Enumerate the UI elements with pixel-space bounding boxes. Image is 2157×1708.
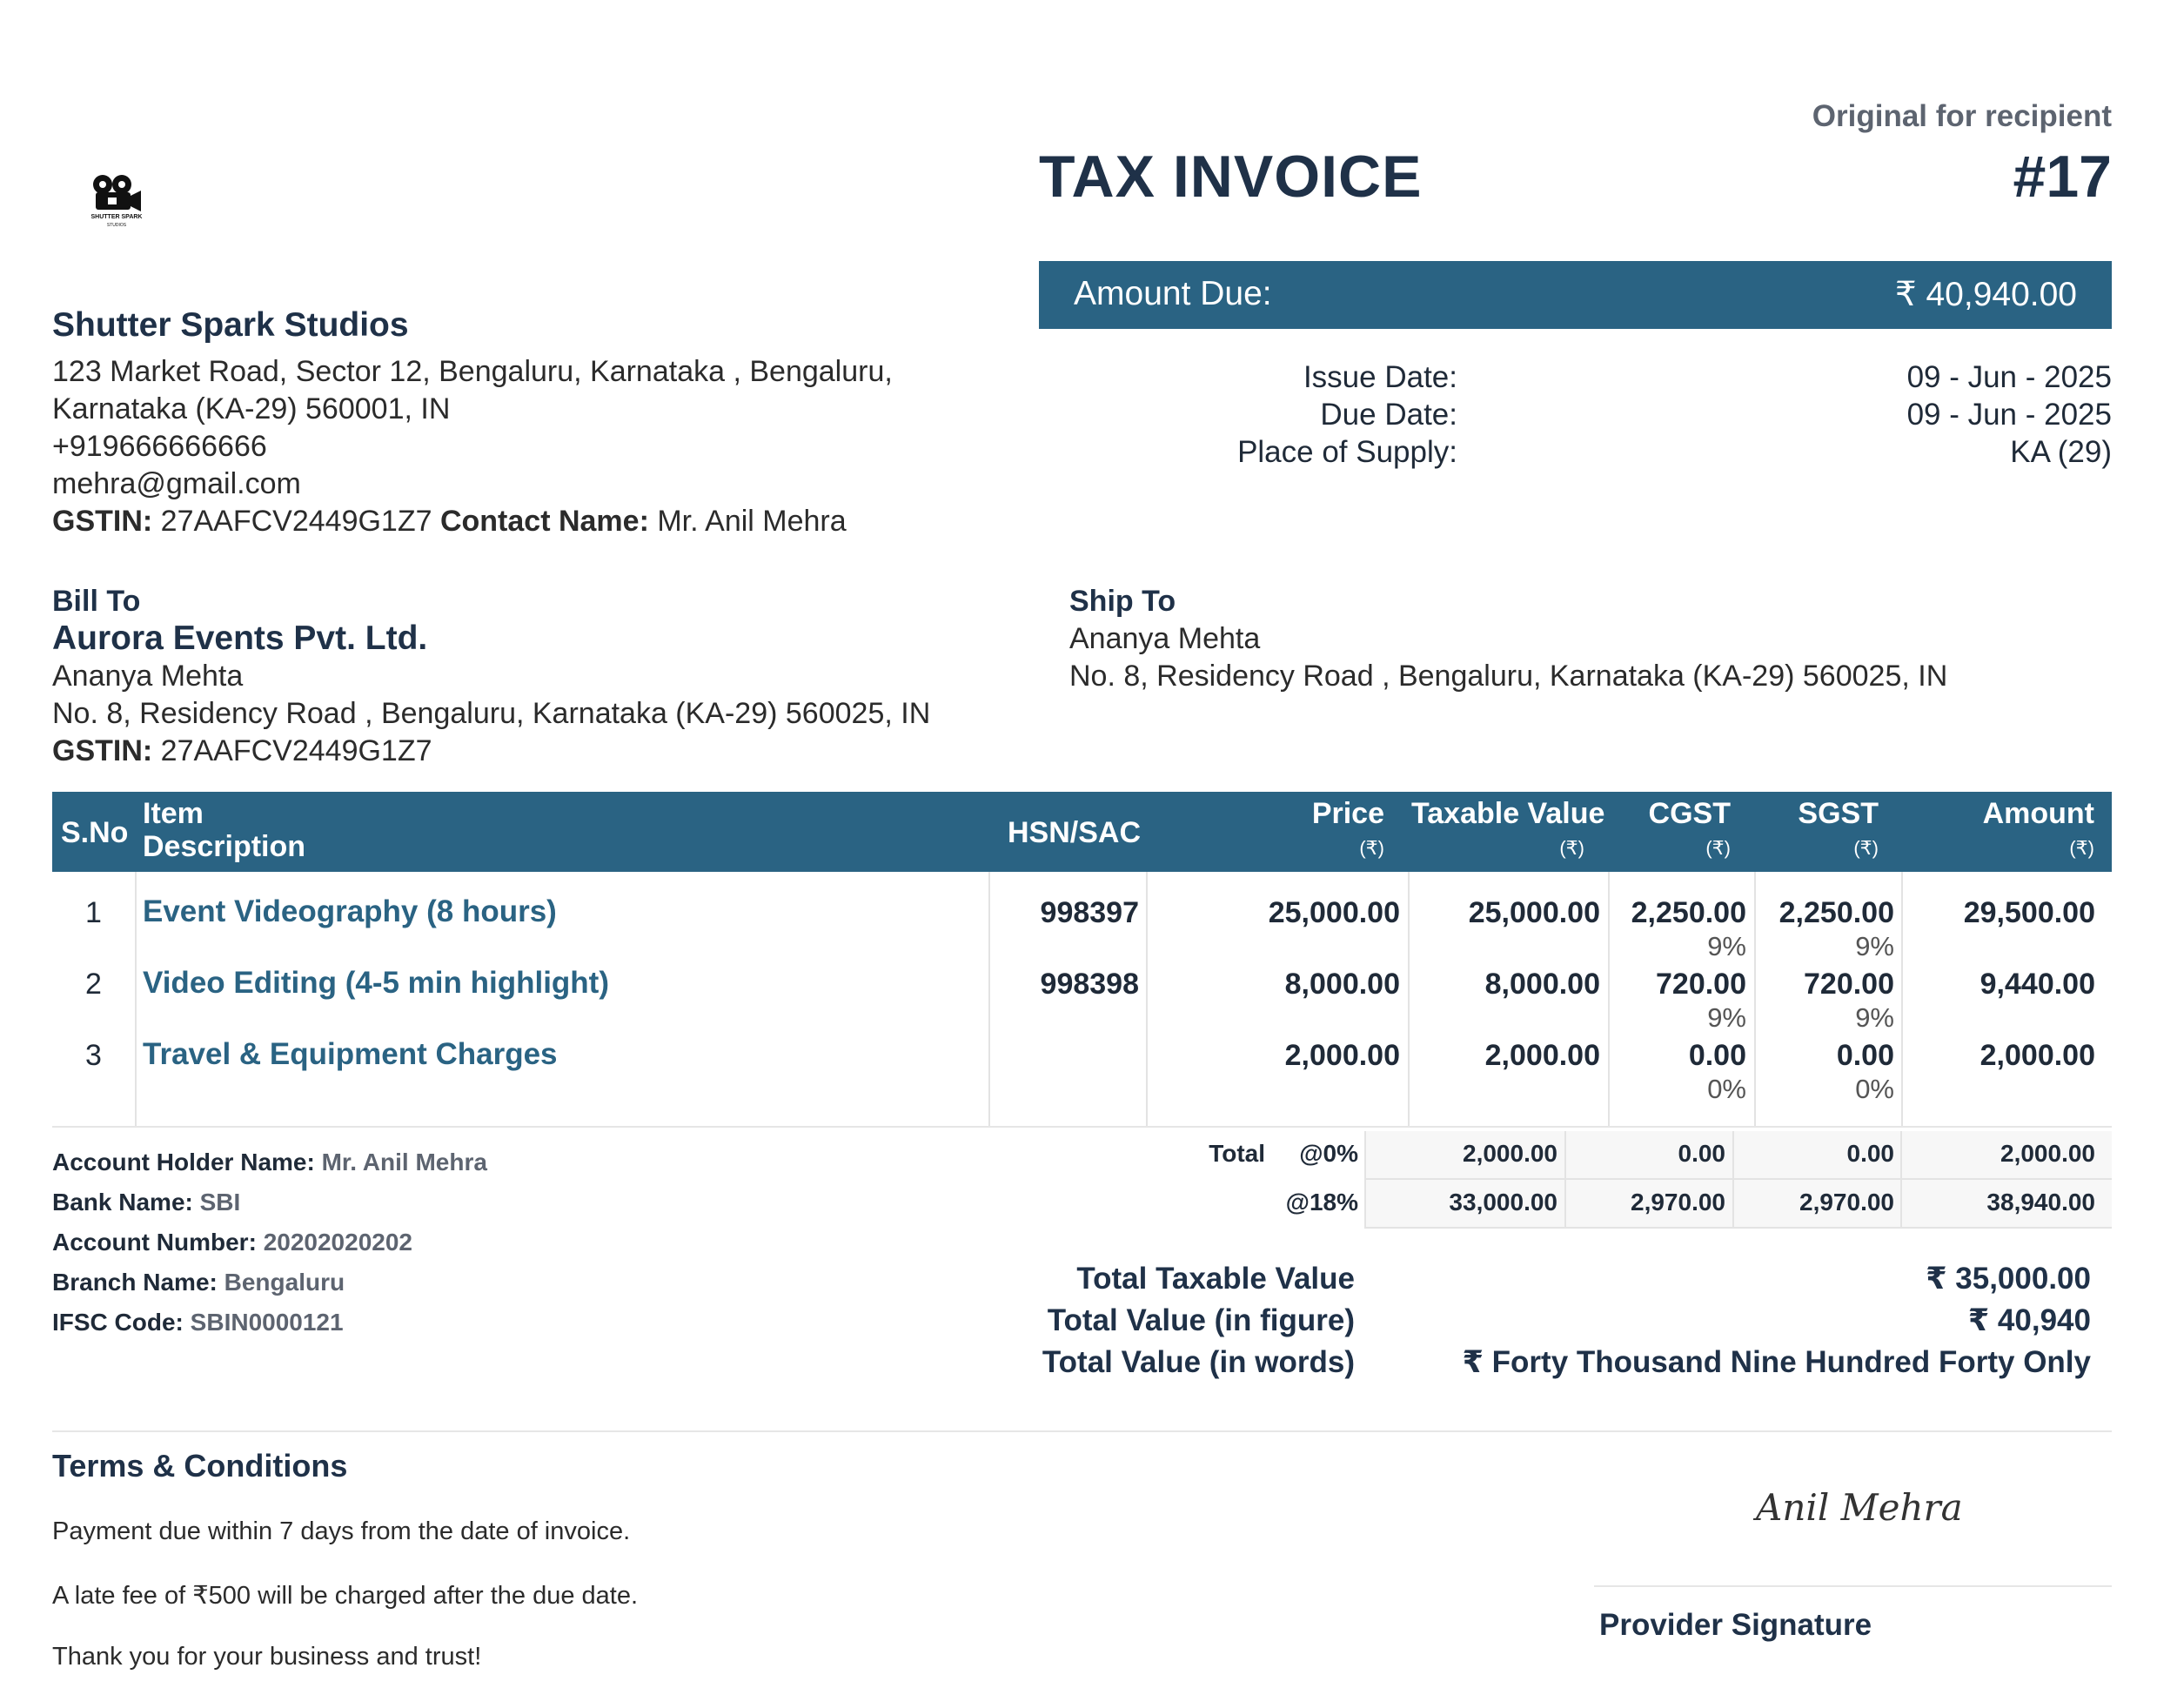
grid-divider [1564, 1131, 1566, 1229]
col-taxable: Taxable Value [1411, 797, 1604, 830]
ship-to-heading: Ship To [1069, 585, 1176, 618]
invoice-number: #17 [2013, 144, 2112, 210]
seller-email: mehra@gmail.com [52, 467, 301, 500]
bank-ifsc-label: IFSC Code: [52, 1309, 184, 1336]
col-sgst: SGST [1798, 797, 1879, 830]
row3-price: 2,000.00 [1284, 1039, 1400, 1072]
tax-summary-sgst-1: 2,970.00 [1799, 1189, 1894, 1216]
due-date-value: 09 - Jun - 2025 [1906, 398, 2112, 432]
tax-summary-total-label: Total [1209, 1140, 1265, 1167]
row1-taxable: 25,000.00 [1468, 896, 1600, 929]
section-divider [52, 1430, 2112, 1432]
place-of-supply-value: KA (29) [2010, 435, 2112, 469]
seller-gstin: 27AAFCV2449G1Z7 [160, 505, 432, 538]
bill-to-gstin-line [52, 734, 432, 768]
row3-taxable: 2,000.00 [1484, 1039, 1600, 1072]
col-description: Description [143, 830, 306, 863]
logo-subtext: STUDIOS [106, 223, 127, 228]
grid-bottom-rule [1364, 1227, 2112, 1229]
total-words-label: Total Value (in words) [1042, 1345, 1355, 1379]
col-divider [1608, 872, 1610, 1126]
bank-ifsc-value: SBIN0000121 [190, 1309, 344, 1336]
col-amount-unit: (₹) [2069, 837, 2094, 859]
place-of-supply-label: Place of Supply: [1237, 435, 1457, 469]
tax-summary-taxable-1: 33,000.00 [1449, 1189, 1557, 1216]
seller-contact-label: Contact Name: [439, 505, 649, 538]
col-taxable-unit: (₹) [1559, 837, 1584, 859]
signature-image: Anil Mehra [1756, 1486, 1963, 1529]
row2-sno: 2 [85, 968, 102, 1001]
bank-account-value: 20202020202 [263, 1229, 412, 1256]
row1-cgst-rate: 9% [1707, 931, 1746, 961]
row1-hsn: 998397 [1040, 896, 1139, 929]
issue-date-value: 09 - Jun - 2025 [1906, 360, 2112, 394]
total-words-value: ₹ Forty Thousand Nine Hundred Forty Only [1462, 1345, 2091, 1379]
tax-summary-rate-1: @18% [1285, 1189, 1358, 1216]
signature-line [1594, 1585, 2112, 1587]
tax-summary-taxable-0: 2,000.00 [1463, 1140, 1557, 1167]
col-cgst: CGST [1648, 797, 1731, 830]
col-price: Price [1311, 797, 1384, 830]
row3-item[interactable]: Travel & Equipment Charges [143, 1037, 558, 1071]
camera-logo-icon [84, 171, 150, 230]
row3-sgst-rate: 0% [1855, 1074, 1894, 1104]
tax-summary-sgst-0: 0.00 [1846, 1140, 1894, 1167]
total-taxable-label: Total Taxable Value [1076, 1262, 1355, 1296]
amount-due-value: ₹ 40,940.00 [1894, 276, 2077, 313]
row3-sno: 3 [85, 1039, 102, 1072]
grid-divider [1900, 1131, 1902, 1229]
col-divider [1754, 872, 1756, 1126]
row2-price: 8,000.00 [1284, 968, 1400, 1001]
col-sno: S.No [61, 816, 129, 849]
col-hsn: HSN/SAC [1008, 816, 1142, 849]
row2-taxable: 8,000.00 [1484, 968, 1600, 1001]
bank-branch-line [52, 1269, 345, 1296]
row2-sgst: 720.00 [1804, 968, 1894, 1001]
col-divider [988, 872, 990, 1126]
seller-gstin-line [52, 505, 847, 539]
grid-divider [1364, 1131, 1366, 1229]
total-taxable-value: ₹ 35,000.00 [1926, 1262, 2091, 1296]
bill-to-person: Ananya Mehta [52, 660, 244, 693]
total-figure-value: ₹ 40,940 [1967, 1303, 2091, 1337]
row2-cgst-rate: 9% [1707, 1002, 1746, 1033]
term-line-2: A late fee of ₹500 will be charged after the due date. [52, 1582, 639, 1610]
amount-due-bar [1039, 261, 2112, 329]
tax-summary-amount-0: 2,000.00 [2000, 1140, 2095, 1167]
row1-item[interactable]: Event Videography (8 hours) [143, 894, 557, 928]
bank-account-line [52, 1229, 412, 1256]
terms-heading: Terms & Conditions [52, 1448, 348, 1484]
bank-branch-value: Bengaluru [224, 1269, 345, 1296]
seller-phone: +919666666666 [52, 430, 267, 463]
row3-cgst: 0.00 [1688, 1039, 1746, 1072]
row3-sgst: 0.00 [1836, 1039, 1894, 1072]
col-item: Item [143, 797, 204, 830]
document-title: TAX INVOICE [1039, 144, 1423, 210]
due-date-label: Due Date: [1320, 398, 1457, 432]
tax-summary-cgst-1: 2,970.00 [1631, 1189, 1725, 1216]
row1-sgst-rate: 9% [1855, 931, 1894, 961]
row1-sno: 1 [85, 896, 102, 929]
term-line-3: Thank you for your business and trust! [52, 1643, 482, 1671]
tax-summary-cgst-0: 0.00 [1678, 1140, 1725, 1167]
term-line-1: Payment due within 7 days from the date of invoice. [52, 1517, 631, 1545]
col-cgst-unit: (₹) [1705, 837, 1731, 859]
row2-item[interactable]: Video Editing (4-5 min highlight) [143, 966, 609, 1000]
bill-to-gstin: 27AAFCV2449G1Z7 [160, 734, 432, 767]
bank-name-line [52, 1189, 240, 1216]
bank-name-value: SBI [199, 1189, 241, 1216]
grid-row-divider [1364, 1178, 2112, 1180]
issue-date-label: Issue Date: [1303, 360, 1457, 394]
tax-summary-amount-1: 38,940.00 [1986, 1189, 2095, 1216]
row2-cgst: 720.00 [1656, 968, 1746, 1001]
seller-name: Shutter Spark Studios [52, 306, 409, 344]
grid-divider [1732, 1131, 1734, 1229]
bank-holder-value: Mr. Anil Mehra [321, 1149, 487, 1176]
row1-price: 25,000.00 [1268, 896, 1400, 929]
bill-to-heading: Bill To [52, 585, 141, 618]
col-sgst-unit: (₹) [1853, 837, 1879, 859]
row2-hsn: 998398 [1040, 968, 1139, 1001]
company-logo [84, 171, 150, 230]
bank-name-label: Bank Name: [52, 1189, 193, 1216]
bill-to-gstin-label: GSTIN: [52, 734, 153, 767]
col-amount: Amount [1982, 797, 2094, 830]
col-divider [1146, 872, 1148, 1126]
copy-label: Original for recipient [1812, 99, 2112, 133]
row3-cgst-rate: 0% [1707, 1074, 1746, 1104]
seller-contact: Mr. Anil Mehra [657, 505, 847, 538]
bill-to-company: Aurora Events Pvt. Ltd. [52, 620, 428, 657]
row2-amount: 9,440.00 [1979, 968, 2095, 1001]
bank-holder-label: Account Holder Name: [52, 1149, 315, 1176]
ship-to-address: No. 8, Residency Road , Bengaluru, Karnataka (KA-29) 560025, IN [1069, 660, 1948, 693]
logo-text: SHUTTER SPARK [90, 214, 143, 220]
col-divider [1901, 872, 1903, 1126]
row1-sgst: 2,250.00 [1779, 896, 1894, 929]
col-divider [135, 872, 137, 1126]
row2-sgst-rate: 9% [1855, 1002, 1894, 1033]
seller-address-line2: Karnataka (KA-29) 560001, IN [52, 392, 451, 425]
table-bottom-rule [52, 1126, 2112, 1128]
signature-label: Provider Signature [1599, 1608, 1872, 1642]
seller-gstin-label: GSTIN: [52, 505, 153, 538]
bank-holder-line [52, 1149, 487, 1176]
bank-ifsc-line [52, 1309, 344, 1336]
tax-summary-rate-0: @0% [1299, 1140, 1358, 1167]
row1-amount: 29,500.00 [1963, 896, 2095, 929]
col-divider [1408, 872, 1410, 1126]
seller-address-line1: 123 Market Road, Sector 12, Bengaluru, Karnataka , Bengaluru, [52, 355, 893, 388]
row3-amount: 2,000.00 [1979, 1039, 2095, 1072]
bank-branch-label: Branch Name: [52, 1269, 218, 1296]
items-table-header [52, 792, 2112, 872]
total-figure-label: Total Value (in figure) [1047, 1303, 1355, 1337]
bank-account-label: Account Number: [52, 1229, 257, 1256]
amount-due-label: Amount Due: [1074, 275, 1272, 312]
row1-cgst: 2,250.00 [1631, 896, 1746, 929]
ship-to-person: Ananya Mehta [1069, 622, 1261, 655]
bill-to-address: No. 8, Residency Road , Bengaluru, Karnataka (KA-29) 560025, IN [52, 697, 931, 730]
col-price-unit: (₹) [1359, 837, 1384, 859]
